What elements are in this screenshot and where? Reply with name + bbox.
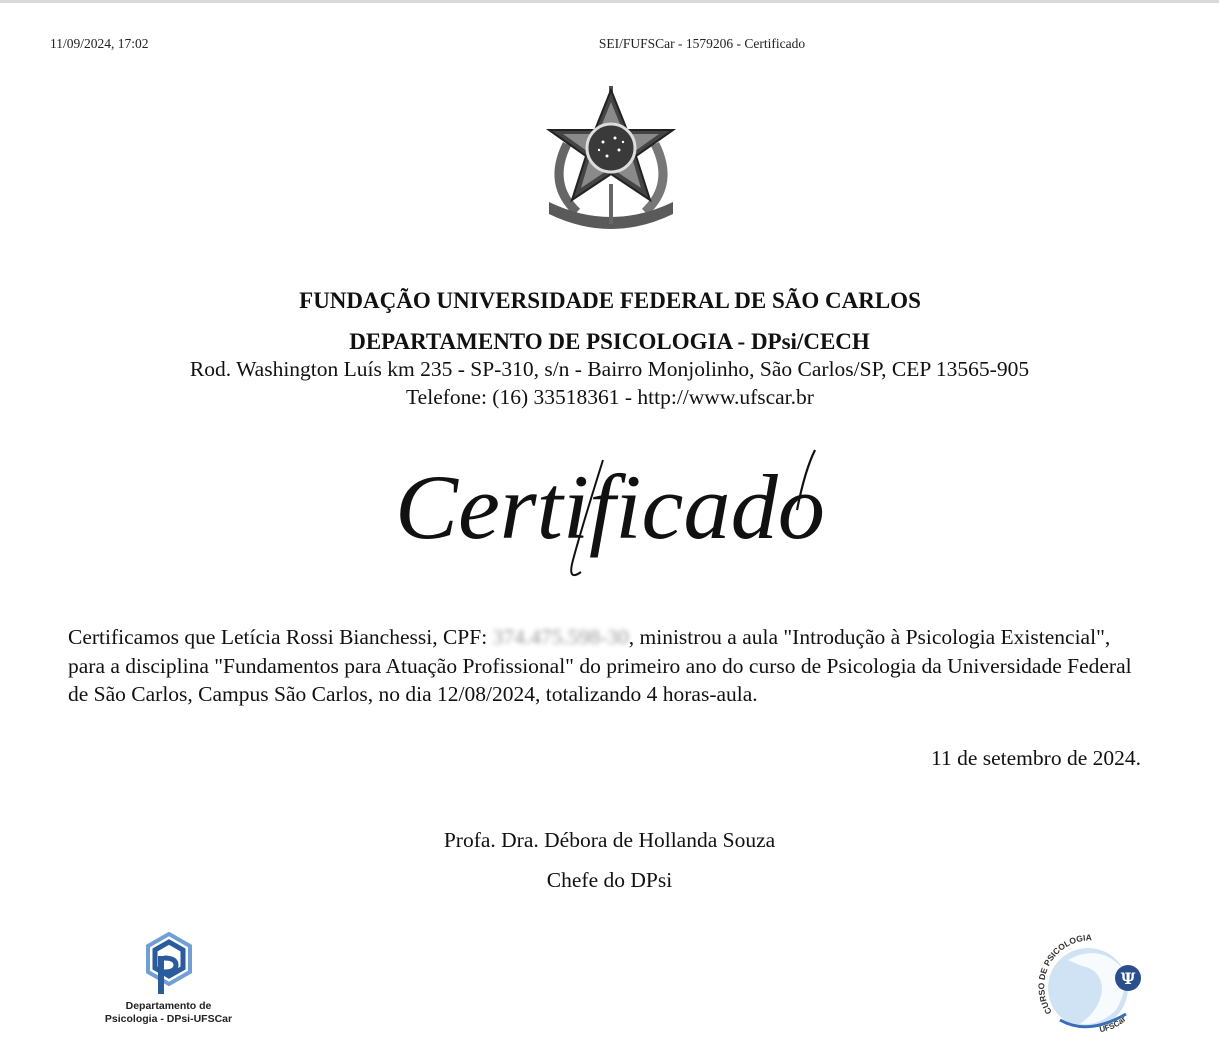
- psi-symbol: Ψ: [1120, 969, 1136, 988]
- cpf-value: 374.475.598-30: [492, 625, 629, 649]
- dpsi-logo-line2: Psicologia - DPsi-UFSCar: [104, 1013, 233, 1025]
- dpsi-logo-line1: Departamento de: [125, 1000, 212, 1012]
- institution-name: FUNDAÇÃO UNIVERSIDADE FEDERAL DE SÃO CARLOS: [299, 288, 921, 313]
- certificate-body-start: Certificamos que Letícia Rossi Bianchessi, CPF:: [68, 625, 493, 649]
- psychology-course-logo: [1030, 930, 1148, 1036]
- page-top-border: [0, 0, 1219, 3]
- dpsi-hexagon-icon: [146, 932, 192, 996]
- institution-phone: Telefone: (16) 33518361 - http://www.ufscar.br: [406, 385, 814, 409]
- psi-logo-arc-top: CURSO DE PSICOLOGIA: [1036, 932, 1092, 1017]
- institution-address: Rod. Washington Luís km 235 - SP-310, s/n - Bairro Monjolinho, São Carlos/SP, CEP 13565-905: [189, 357, 1030, 381]
- signer-role: Chefe do DPsi: [546, 868, 673, 892]
- brazil-coat-of-arms-icon: [537, 84, 685, 230]
- print-datetime: 11/09/2024, 17:02: [50, 36, 149, 51]
- signer-name: Profa. Dra. Débora de Hollanda Souza: [443, 828, 776, 852]
- dpsi-logo: [96, 932, 241, 1032]
- certificate-title-text: Certificado: [395, 456, 825, 558]
- psi-logo-arc-bottom: UFSCar: [1098, 1014, 1128, 1035]
- issue-date: 11 de setembro de 2024.: [931, 746, 1141, 770]
- certificate-body-end: , ministrou a aula "Introdução à Psicologia Existencial", para a disciplina "Fundamentos para Atuação Profissional" do primeiro ano do curso de Psicologia da Universidade Federal de São Carlos, Campus São Carlos, no dia 12/08/2024, totalizando 4 horas-aula.: [68, 625, 1132, 706]
- certificate-body: [68, 623, 1148, 709]
- department-name: DEPARTAMENTO DE PSICOLOGIA - DPsi/CECH: [349, 329, 870, 354]
- certificate-title: [395, 440, 835, 590]
- document-title: SEI/FUFSCar - 1579206 - Certificado: [598, 36, 806, 51]
